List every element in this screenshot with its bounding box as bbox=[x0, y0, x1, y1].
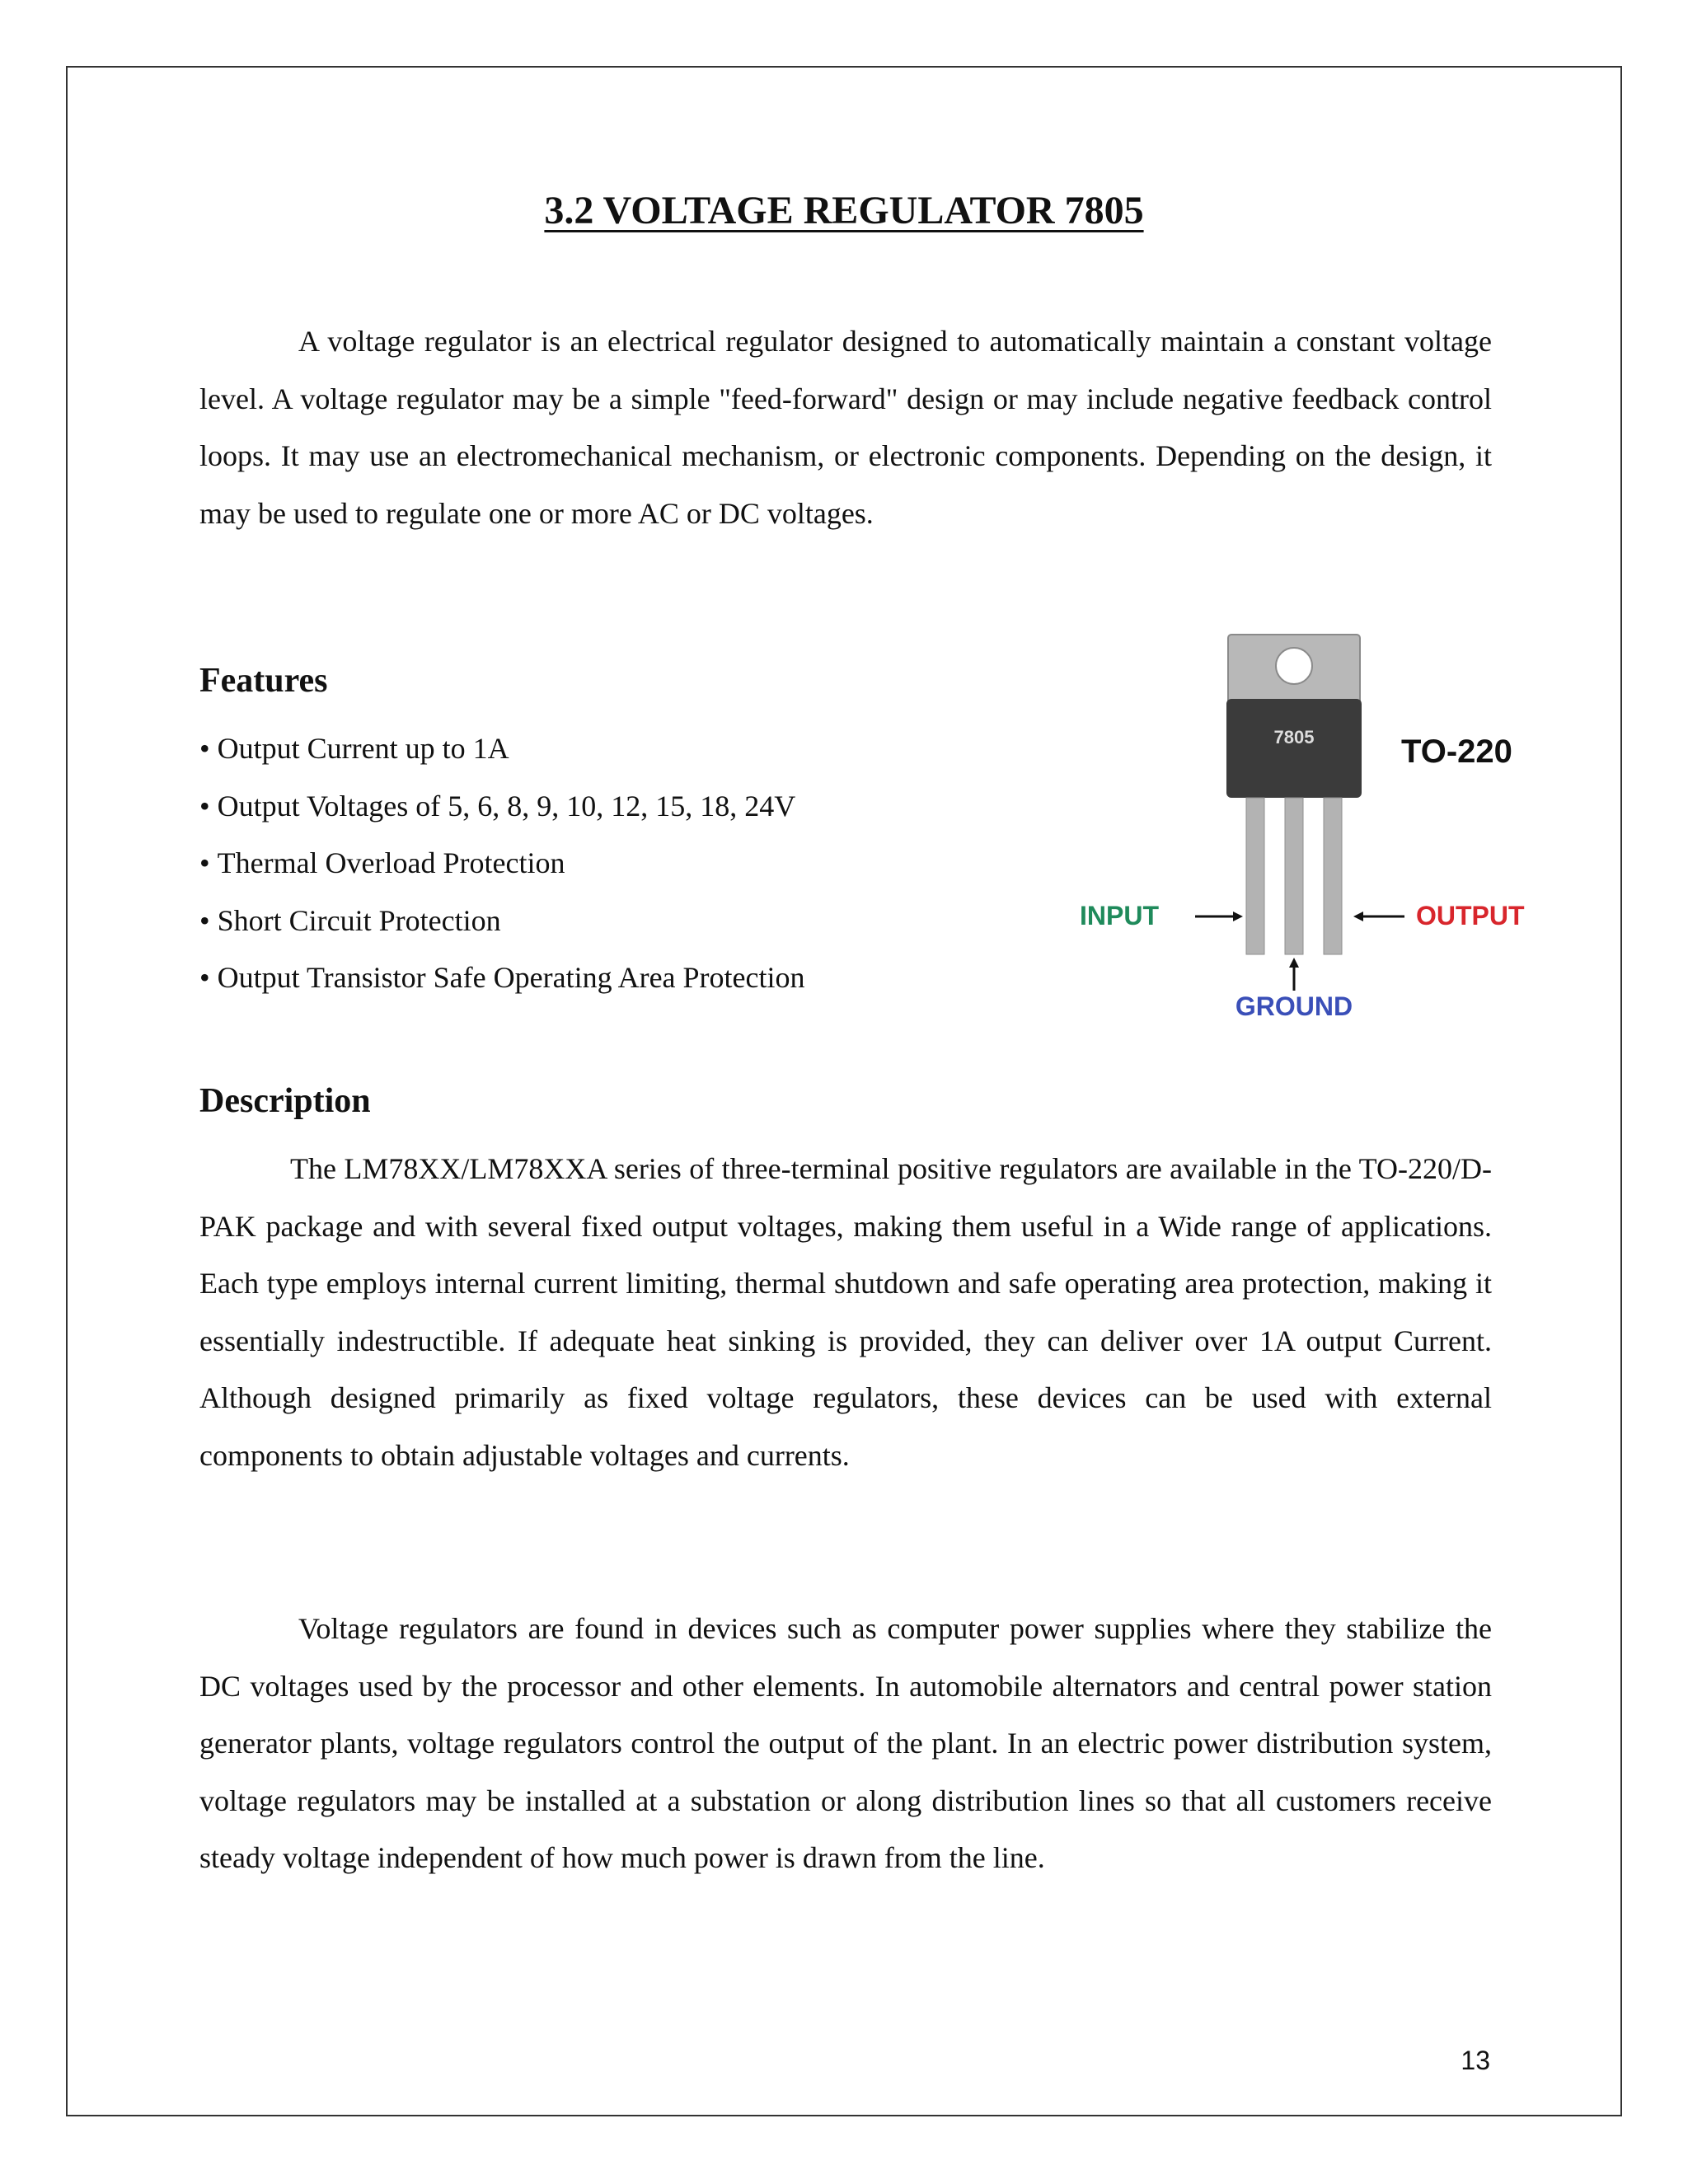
feature-item: • Output Voltages of 5, 6, 8, 9, 10, 12, 15, 18, 24V bbox=[199, 778, 805, 836]
page-title: 3.2 VOLTAGE REGULATOR 7805 bbox=[544, 189, 1144, 232]
pin-output bbox=[1324, 798, 1342, 954]
pin-ground bbox=[1285, 798, 1303, 954]
input-arrowhead-icon bbox=[1233, 912, 1243, 921]
pin-input bbox=[1246, 798, 1264, 954]
feature-item: • Thermal Overload Protection bbox=[199, 835, 805, 893]
input-label: INPUT bbox=[1080, 901, 1159, 930]
intro-paragraph: A voltage regulator is an electrical regulator designed to automatically maintain a constant voltage level. A voltage regulator may be a simple "feed-forward" design or may include negative feedback control loops. It may use an electromechanical mechanism, or electronic components. Depending on the design, it may be used to regulate one or more AC or DC voltages. bbox=[199, 325, 1492, 530]
features-heading: Features bbox=[199, 662, 328, 700]
features-list bbox=[199, 720, 805, 1007]
mounting-hole bbox=[1276, 648, 1312, 684]
page-number: 13 bbox=[1461, 2046, 1490, 2075]
to220-pinout-diagram bbox=[1071, 626, 1566, 1030]
chip-body bbox=[1226, 699, 1362, 798]
description-heading: Description bbox=[199, 1082, 371, 1120]
usage-paragraph: Voltage regulators are found in devices such as computer power supplies where they stabilize the DC voltages used by the processor and other elements. In automobile alternators and central power station generator plants, voltage regulators control the output of the plant. In an electric power distribution system, voltage regulators may be installed at a substation or along distribution lines so that all customers receive steady voltage independent of how much power is drawn from the line. bbox=[199, 1612, 1492, 1874]
feature-item: • Output Transistor Safe Operating Area Protection bbox=[199, 949, 805, 1007]
ground-label: GROUND bbox=[1235, 991, 1353, 1021]
description-paragraph: The LM78XX/LM78XXA series of three-terminal positive regulators are available in the TO-220/D-PAK package and with several fixed output voltages, making them useful in a Wide range of applications. Each type employs internal current limiting, thermal shutdown and safe operating area protection, making it essentially indestructible. If adequate heat sinking is provided, they can deliver over 1A output Current. Although designed primarily as fixed voltage regulators, these devices can be used with external components to obtain adjustable voltages and currents. bbox=[199, 1152, 1492, 1472]
package-label: TO-220 bbox=[1401, 733, 1512, 770]
output-label: OUTPUT bbox=[1416, 901, 1525, 930]
ground-arrowhead-icon bbox=[1289, 958, 1299, 968]
output-arrowhead-icon bbox=[1353, 912, 1363, 921]
feature-item: • Output Current up to 1A bbox=[199, 720, 805, 778]
chip-label: 7805 bbox=[1273, 727, 1315, 748]
feature-item: • Short Circuit Protection bbox=[199, 893, 805, 950]
